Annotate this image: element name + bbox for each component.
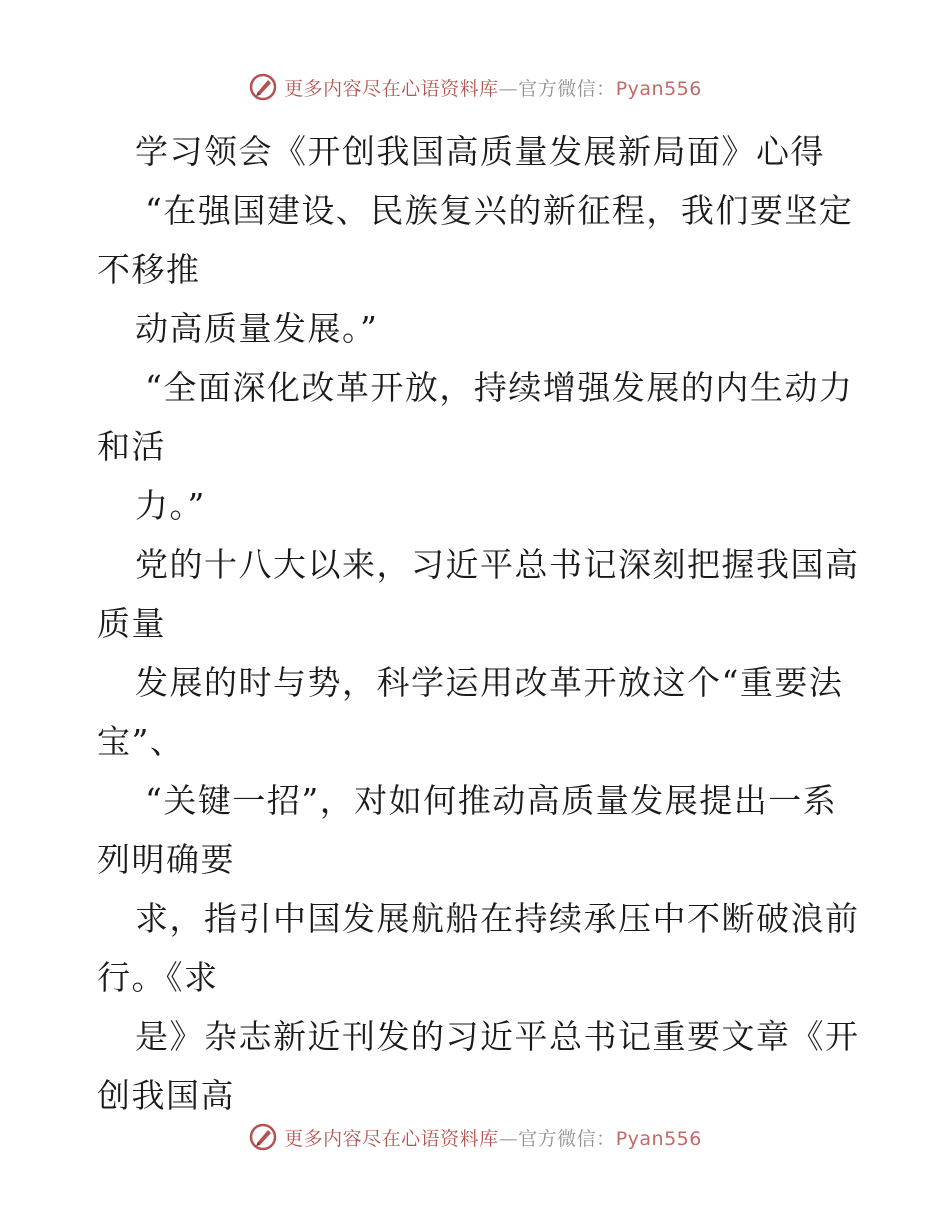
document-body <box>97 122 860 1125</box>
watermark-wechat-id: Pyan556 <box>615 1127 702 1150</box>
paragraph-line: “全面深化改革开放，持续增强发展的内生动力 <box>145 368 854 407</box>
header-watermark <box>0 72 950 102</box>
paragraph-line: 和活 <box>97 427 166 466</box>
paragraph-line: 发展的时与势，科学运用改革开放这个“重要法 <box>135 663 844 702</box>
watermark-separator: — <box>498 1127 519 1150</box>
footer-watermark <box>0 1122 950 1152</box>
document-title: 学习领会《开创我国高质量发展新局面》心得 <box>135 132 825 171</box>
paragraph-line: 力。” <box>135 486 206 525</box>
paragraph-line: 质量 <box>97 604 166 643</box>
pen-logo-icon <box>248 1122 278 1152</box>
watermark-separator: — <box>498 77 519 100</box>
watermark-wechat-id: Pyan556 <box>615 77 702 100</box>
pen-logo-icon <box>248 72 278 102</box>
paragraph-line: 是》杂志新近刊发的习近平总书记重要文章《开 <box>135 1017 860 1056</box>
watermark-wechat-label: 官方微信： <box>518 77 616 100</box>
paragraph-line: 动高质量发展。” <box>135 309 379 348</box>
paragraph-line: 宝”、 <box>97 722 185 761</box>
paragraph-line: 行。《求 <box>97 958 219 997</box>
paragraph-line: 求，指引中国发展航船在持续承压中不断破浪前 <box>135 899 860 938</box>
watermark-main: 更多内容尽在心语资料库 <box>284 77 499 100</box>
paragraph-line: “关键一招”，对如何推动高质量发展提出一系 <box>145 781 838 820</box>
paragraph-line: 创我国高 <box>97 1076 235 1115</box>
watermark-text <box>284 1124 702 1151</box>
paragraph-line: 党的十八大以来，习近平总书记深刻把握我国高 <box>135 545 860 584</box>
paragraph-line: “在强国建设、民族复兴的新征程，我们要坚定 <box>145 191 854 230</box>
paragraph-line: 不移推 <box>97 250 201 289</box>
watermark-text <box>284 74 702 101</box>
paragraph-line: 列明确要 <box>97 840 235 879</box>
watermark-main: 更多内容尽在心语资料库 <box>284 1127 499 1150</box>
watermark-wechat-label: 官方微信： <box>518 1127 616 1150</box>
